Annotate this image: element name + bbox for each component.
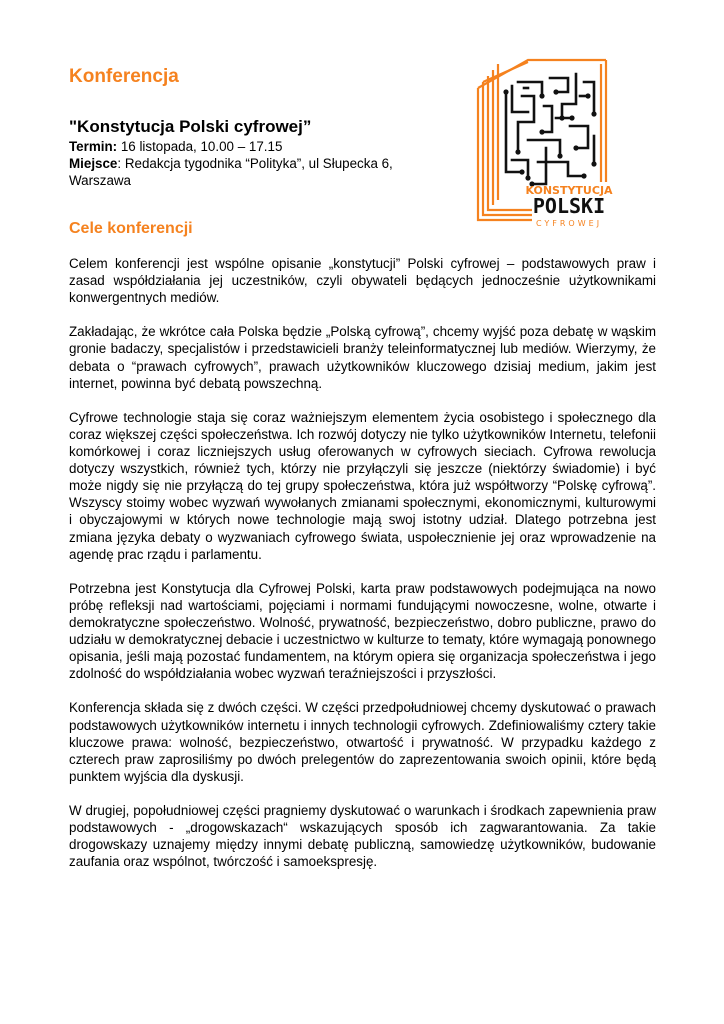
body-text <box>69 255 656 887</box>
date-line <box>69 138 429 155</box>
place-label: Miejsce <box>69 156 118 171</box>
paragraph: Zakładając, że wkrótce cała Polska będzie „Polską cyfrową”, chcemy wyjść poza debatę w wąskim gronie badaczy, specjalistów i przedstawicieli branży teleinformatycznej lub mediów. Wierzymy, że debata o “prawach cyfrowych”, prawach użytkowników kluczowego dzisiaj medium, jakim jest internet, powinna być debatą powszechną. <box>69 324 656 391</box>
paragraph: Potrzebna jest Konstytucja dla Cyfrowej Polski, karta praw podstawowych podejmująca na nowo próbę refleksji nad wartościami, pojęciami i normami fundującymi nowoczesne, wolne, otwarte i demokratyczne społeczeństwo. Wolność, prywatność, bezpieczeństwo, dobro publiczne, prawo do udziału w demokratycznej debacie i uczestnictwo w kulturze to tematy, które wymagają ponownego opisania, jeśli mają pozostać fundamentem, na którym opiera się organizacja społeczeństwa i jego zdolność do współdziałania wobec wyzwań teraźniejszości i przyszłości. <box>69 580 656 682</box>
paragraph: Celem konferencji jest wspólne opisanie „konstytucji” Polski cyfrowej – podstawowych praw i zasad współdziałania jej uczestników, czyli obywateli będących jednocześnie użytkownikami konwergentnych mediów. <box>69 256 656 306</box>
logo-text-line2: POLSKI <box>532 194 606 218</box>
logo-text-line1: KONSTYTUCJA <box>525 184 613 197</box>
page-heading: Konferencja <box>69 66 179 87</box>
conference-title: "Konstytucja Polski cyfrowej” <box>69 117 312 136</box>
paragraph: Konferencja składa się z dwóch części. W części przedpołudniowej chcemy dyskutować o prawach podstawowych użytkowników internetu i innych technologii cyfrowych. Zdefiniowaliśmy cztery takie kluczowe prawa: wolność, bezpieczeństwo, otwartość i prywatność. W przypadku każdego z czterech praw zaprosiliśmy po dwóch prelegentów do zaprezentowania swoich opinii, które będą punktem wyjścia dla dyskusji. <box>69 700 656 784</box>
date-value: 16 listopada, 10.00 – 17.15 <box>117 139 283 154</box>
paragraph: Cyfrowe technologie staja się coraz ważniejszym elementem życia osobistego i społecznego dla coraz większej części społeczeństwa. Ich rozwój dotyczy nie tylko użytkowników Internetu, telefonii komórkowej i coraz liczniejszych usług oferowanych w cyfrowych sieciach. Cyfrowa rewolucja dotyczy wszystkich, również tych, którzy nie przyłączyli się jeszcze (niektórzy świadomie) i być może nigdy się nie przyłączą do tej grupy społeczeństwa, która już współtworzy “Polskę cyfrową”. Wszyscy stoimy wobec wyzwań wywołanych zmianami społecznymi, ekonomicznymi, kulturowymi i obyczajowymi w których nowe technologie mają swoj istotny udział. Dlatego potrzebna jest zmiana języka debaty o wyzwaniach cyfrowego świata, uspołecznienie jej oraz wprowadzenie na agendę prac rządu i parlamentu. <box>69 409 656 562</box>
date-label: Termin: <box>69 139 118 154</box>
logo-maze-icon <box>506 74 594 184</box>
paragraph: W drugiej, popołudniowej części pragniemy dyskutować o warunkach i środkach zapewnienia praw podstawowych - „drogowskazach“ wskazujących sposób ich zagwarantowania. Za takie drogowskazy uznajemy między innymi debatę publiczną, samowiedzę użytkowników, budowanie zaufania oraz wspólnot, twórczość i samoekspresję. <box>69 803 656 870</box>
maze-circuit-logo <box>472 52 632 232</box>
conference-meta <box>69 138 429 189</box>
logo-text-line3: CYFROWEJ <box>535 219 603 228</box>
place-value: : Redakcja tygodnika “Polityka”, ul Słupecka 6, Warszawa <box>69 156 393 188</box>
place-line <box>69 155 429 189</box>
section-heading: Cele konferencji <box>69 220 193 237</box>
